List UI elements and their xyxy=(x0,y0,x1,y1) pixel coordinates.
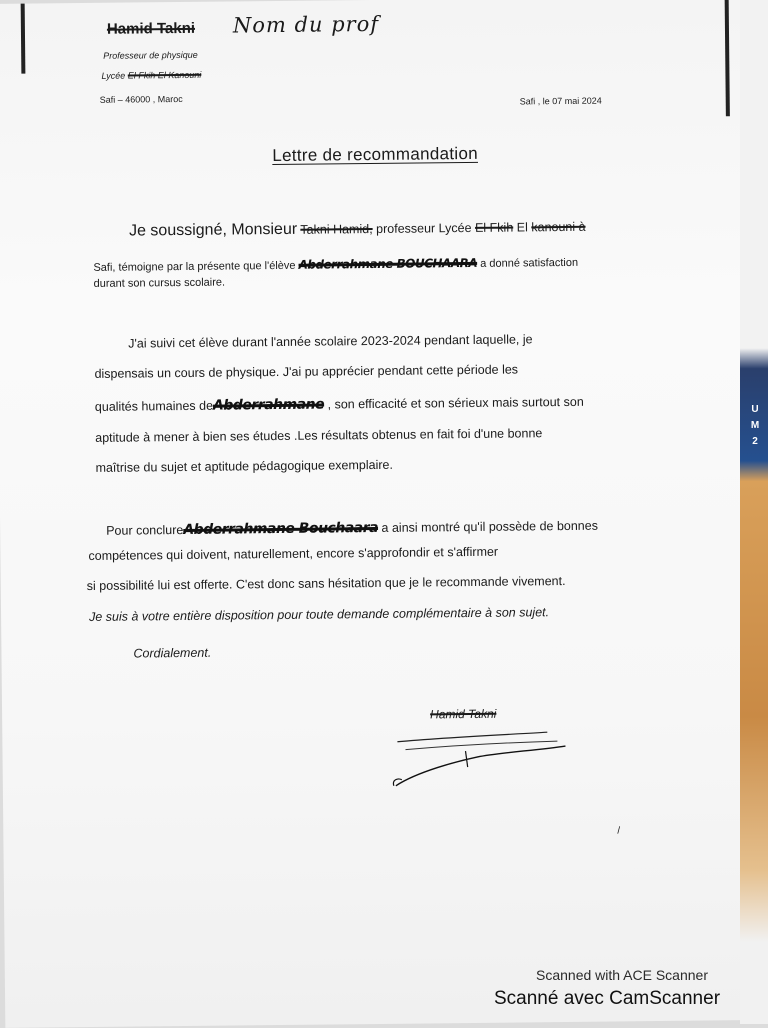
p3-line2: compétences qui doivent, naturellement, encore s'approfondir et s'affirmer xyxy=(88,544,499,563)
p2-line3-b: , son efficacité et son sérieux mais surtout son xyxy=(327,394,584,412)
handwritten-signature xyxy=(387,726,578,798)
scanner-watermark-ace: Scanned with ACE Scanner xyxy=(536,967,708,983)
school-name: El Fkih El Kanouni xyxy=(127,69,202,81)
school-name-c: kanouni à xyxy=(531,219,586,235)
strip-letter: U xyxy=(751,404,759,415)
school-prefix: Lycée xyxy=(101,70,126,81)
scanner-watermark-camscanner: Scanné avec CamScanner xyxy=(494,988,721,1009)
p2-line3-a: qualités humaines de xyxy=(94,398,214,414)
p1-line2-a: Safi, témoigne par la présente que l'élève xyxy=(93,259,296,274)
p1-line1 xyxy=(129,218,586,241)
strip-letter: 2 xyxy=(752,436,758,447)
address: Safi – 46000 , Maroc xyxy=(99,93,183,105)
scan-edge-right xyxy=(725,0,730,116)
p3-line1-a: Pour conclure xyxy=(106,522,184,538)
p1-line2-b: a donné satisfaction xyxy=(480,256,579,270)
p1-line1-b: professeur Lycée xyxy=(376,220,472,236)
student-name-redacted-1: Abderrahmane BOUCHAARA xyxy=(298,255,478,272)
school-name-b: El xyxy=(516,220,528,235)
student-name-redacted-2: Abderrahmane xyxy=(212,396,325,414)
student-name-redacted-3: Abderrahmane Bouchaara xyxy=(183,519,379,538)
p1-line2 xyxy=(93,255,578,274)
p1-line3: durant son cursus scolaire. xyxy=(93,276,226,290)
p2-line3 xyxy=(95,394,584,415)
p3-line4: Je suis à votre entière disposition pour toute demande complémentaire à son sujet. xyxy=(89,605,550,624)
author-role: Professeur de physique xyxy=(103,49,198,61)
strip-letters xyxy=(744,402,766,450)
background-strip xyxy=(740,0,768,1024)
p2-line4: aptitude à mener à bien ses études .Les résultats obtenus en fait foi d'une bonne xyxy=(95,426,543,445)
teacher-name: Takni Hamid, xyxy=(300,221,373,237)
signature-name: Hamid Takni xyxy=(430,706,497,722)
author-name: Hamid Takni xyxy=(106,19,196,38)
page-title: Lettre de recommandation xyxy=(272,143,479,166)
school-line xyxy=(101,70,201,81)
p3-line1 xyxy=(106,518,598,539)
p2-line2: dispensais un cours de physique. J'ai pu apprécier pendant cette période les xyxy=(94,362,519,381)
date-line: Safi , le 07 mai 2024 xyxy=(519,95,602,107)
closing: Cordialement. xyxy=(133,645,212,661)
p2-line5: maîtrise du sujet et aptitude pédagogique exemplaire. xyxy=(95,457,394,475)
school-name-a: El Fkih xyxy=(474,220,514,235)
p3-line3: si possibilité lui est offerte. C'est donc sans hésitation que je le recommande vivement. xyxy=(86,573,566,594)
strip-letter: M xyxy=(750,420,760,431)
scan-edge-left xyxy=(21,4,26,74)
p3-line1-b: a ainsi montré qu'il possède de bonnes xyxy=(381,518,598,535)
p1-line1-a: Je soussigné, Monsieur xyxy=(128,220,298,240)
stray-mark: / xyxy=(617,825,621,837)
p2-line1: J'ai suivi cet élève durant l'année scolaire 2023-2024 pendant laquelle, je xyxy=(128,332,533,351)
handwritten-note: Nom du prof xyxy=(232,11,380,38)
